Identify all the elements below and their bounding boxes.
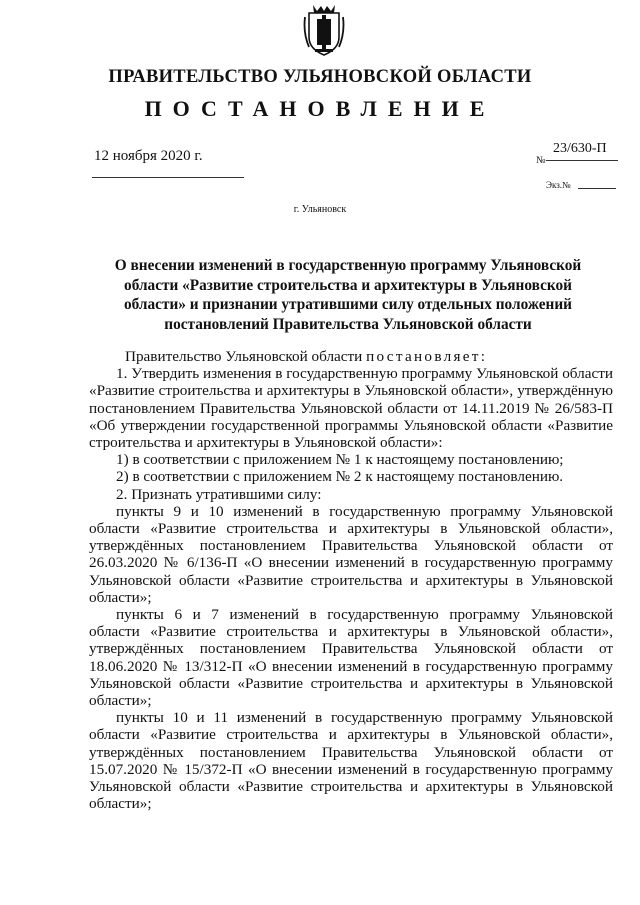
paragraph-2-item-2: пункты 6 и 7 изменений в государственную программу Ульяновской области «Развитие строительства и архитектуры в Ульяновской области», утверждённых постановлением Правительства Ульяновской области от 18.06.2020 № 13/312-П «О внесении изменений в государственную программу Ульяновской области «Развитие строительства и архитектуры в Ульяновской области»; bbox=[89, 606, 613, 710]
document-type: ПОСТАНОВЛЕНИЕ bbox=[144, 96, 496, 121]
document-date: 12 ноября 2020 г. bbox=[94, 148, 203, 164]
document-title: О внесении изменений в государственную программу Ульяновской области «Развитие строительства и архитектуры в Ульяновской области» и признании утратившими силу отдельных положений постановлений Правительства Ульяновской области bbox=[114, 257, 582, 333]
date-underline bbox=[92, 177, 244, 178]
copy-number-underline bbox=[578, 188, 616, 189]
intro-paragraph bbox=[89, 348, 613, 365]
paragraph-1: 1. Утвердить изменения в государственную программу Ульяновской области «Развитие строительства и архитектуры в Ульяновской области», утверждённую постановлением Правительства Ульяновской области от 14.11.2019 № 26/583-П «Об утверждении государственной программы Ульяновской области «Развитие строительства и архитектуры в Ульяновской области»: bbox=[89, 365, 613, 452]
paragraph-2-item-1: пункты 9 и 10 изменений в государственную программу Ульяновской области «Развитие строительства и архитектуры в Ульяновской области», утверждённых постановлением Правительства Ульяновской области от 26.03.2020 № 6/136-П «О внесении изменений в государственную программу Ульяновской области «Развитие строительства и архитектуры в Ульяновской области»; bbox=[89, 502, 613, 606]
number-label: № bbox=[536, 155, 546, 166]
document-number: 23/630-П bbox=[553, 141, 607, 156]
document-body bbox=[89, 348, 613, 812]
paragraph-2-item-3: пункты 10 и 11 изменений в государственную программу Ульяновской области «Развитие строительства и архитектуры в Ульяновской области», утверждённых постановлением Правительства Ульяновской области от 15.07.2020 № 15/372-П «О внесении изменений в государственную программу Ульяновской области «Развитие строительства и архитектуры в Ульяновской области»; bbox=[89, 709, 613, 813]
coat-of-arms-icon bbox=[303, 3, 345, 57]
paragraph-1-item-2: 2) в соответствии с приложением № 2 к настоящему постановлению. bbox=[116, 468, 564, 486]
paragraph-1-item-1: 1) в соответствии с приложением № 1 к настоящему постановлению; bbox=[116, 451, 564, 469]
intro-verb: постановляет: bbox=[366, 348, 488, 365]
government-name: ПРАВИТЕЛЬСТВО УЛЬЯНОВСКОЙ ОБЛАСТИ bbox=[108, 67, 532, 87]
number-underline bbox=[546, 160, 618, 161]
intro-lead: Правительство Ульяновской области bbox=[125, 348, 363, 365]
copy-number-label: Экз.№ bbox=[546, 180, 571, 190]
paragraph-2: 2. Признать утратившими силу: bbox=[116, 485, 322, 503]
city: г. Ульяновск bbox=[293, 204, 347, 215]
